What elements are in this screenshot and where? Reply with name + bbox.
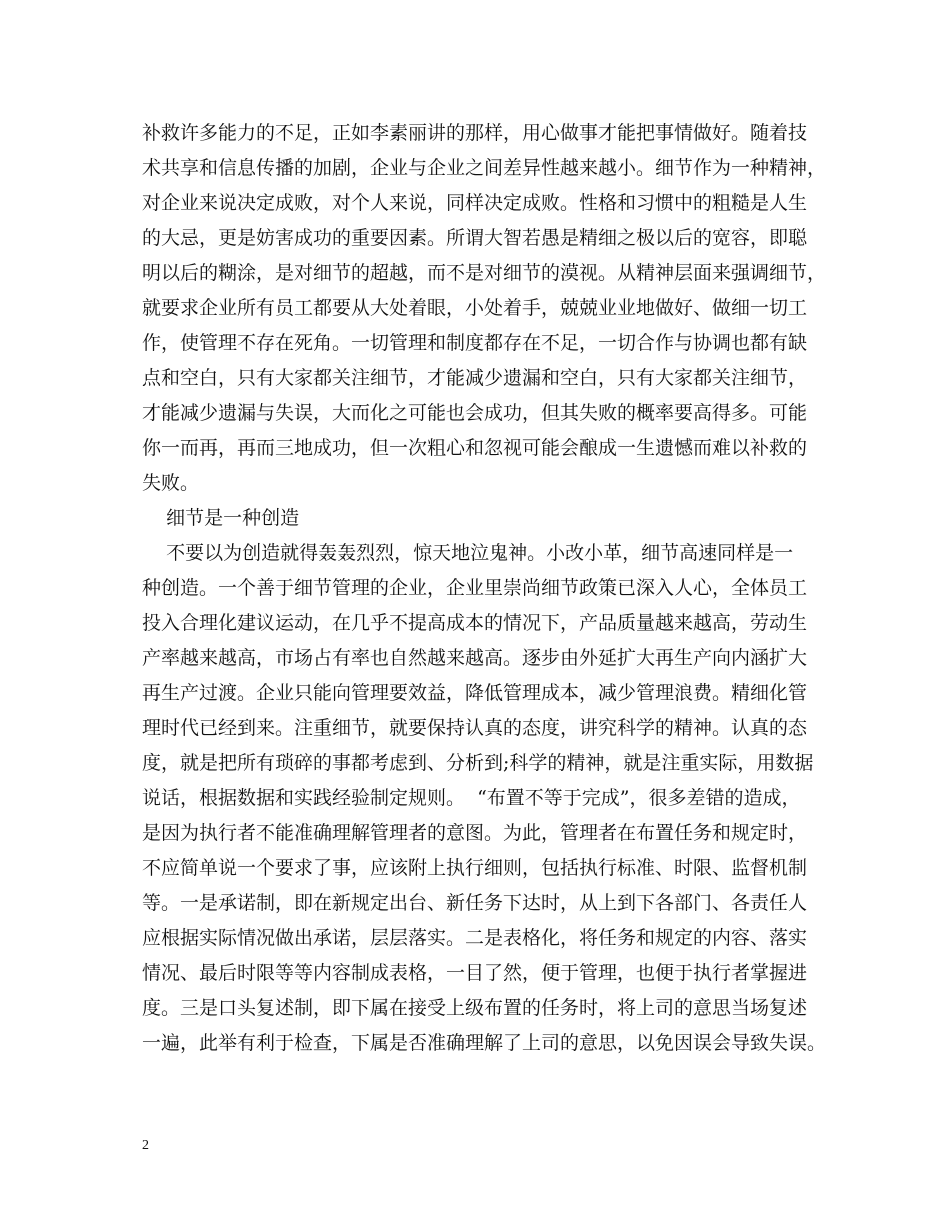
text-line: 点和空白，只有大家都关注细节，才能减少遗漏和空白，只有大家都关注细节， — [142, 367, 808, 389]
text-line: 产率越来越高，市场占有率也自然越来越高。逐步由外延扩大再生产向内涵扩大 — [142, 647, 808, 669]
page-number: 2 — [142, 1138, 149, 1153]
text-line: 再生产过渡。企业只能向管理要效益，降低管理成本，减少管理浪费。精细化管 — [142, 682, 808, 704]
text-line: 补救许多能力的不足，正如李素丽讲的那样，用心做事才能把事情做好。随着技 — [142, 122, 808, 144]
text-line: 明以后的糊涂，是对细节的超越，而不是对细节的漠视。从精神层面来强调细节， — [142, 262, 827, 284]
text-line: 的大忌，更是妨害成功的重要因素。所谓大智若愚是精细之极以后的宽容，即聪 — [142, 227, 808, 249]
text-line: 才能减少遗漏与失误，大而化之可能也会成功，但其失败的概率要高得多。可能 — [142, 402, 808, 424]
text-line: 作，使管理不存在死角。一切管理和制度都存在不足，一切合作与协调也都有缺 — [142, 332, 808, 354]
text-line: 度，就是把所有琐碎的事都考虑到、分析到;科学的精神，就是注重实际，用数据 — [142, 752, 814, 774]
text-line: 是因为执行者不能准确理解管理者的意图。为此，管理者在布置任务和规定时， — [142, 822, 808, 844]
text-line: 种创造。一个善于细节管理的企业，企业里崇尚细节政策已深入人心，全体员工 — [142, 577, 808, 599]
text-line: 度。三是口头复述制，即下属在接受上级布置的任务时，将上司的意思当场复述 — [142, 997, 808, 1019]
text-line: 对企业来说决定成败，对个人来说，同样决定成败。性格和习惯中的粗糙是人生 — [142, 192, 808, 214]
text-line: 不要以为创造就得轰轰烈烈，惊天地泣鬼神。小改小革，细节高速同样是一 — [142, 542, 794, 564]
text-line: 一遍，此举有利于检查，下属是否准确理解了上司的意思，以免因误会导致失误。 — [142, 1032, 827, 1054]
text-line: 说话，根据数据和实践经验制定规则。 “布置不等于完成”，很多差错的造成， — [142, 787, 801, 809]
text-line: 失败。 — [142, 472, 200, 494]
text-line: 情况、最后时限等等内容制成表格，一目了然，便于管理，也便于执行者掌握进 — [142, 962, 808, 984]
text-line: 就要求企业所有员工都要从大处着眼，小处着手，兢兢业业地做好、做细一切工 — [142, 297, 808, 319]
text-line: 术共享和信息传播的加剧，企业与企业之间差异性越来越小。细节作为一种精神， — [142, 157, 827, 179]
text-line: 等。一是承诺制，即在新规定出台、新任务下达时，从上到下各部门、各责任人 — [142, 892, 808, 914]
text-line: 不应简单说一个要求了事，应该附上执行细则，包括执行标准、时限、监督机制 — [142, 857, 808, 879]
text-line: 投入合理化建议运动，在几乎不提高成本的情况下，产品质量越来越高，劳动生 — [142, 612, 808, 634]
section-heading: 细节是一种创造 — [142, 507, 300, 529]
text-line: 应根据实际情况做出承诺，层层落实。二是表格化，将任务和规定的内容、落实 — [142, 927, 808, 949]
text-line: 你一而再，再而三地成功，但一次粗心和忽视可能会酿成一生遗憾而难以补救的 — [142, 437, 808, 459]
text-line: 理时代已经到来。注重细节，就要保持认真的态度，讲究科学的精神。认真的态 — [142, 717, 808, 739]
